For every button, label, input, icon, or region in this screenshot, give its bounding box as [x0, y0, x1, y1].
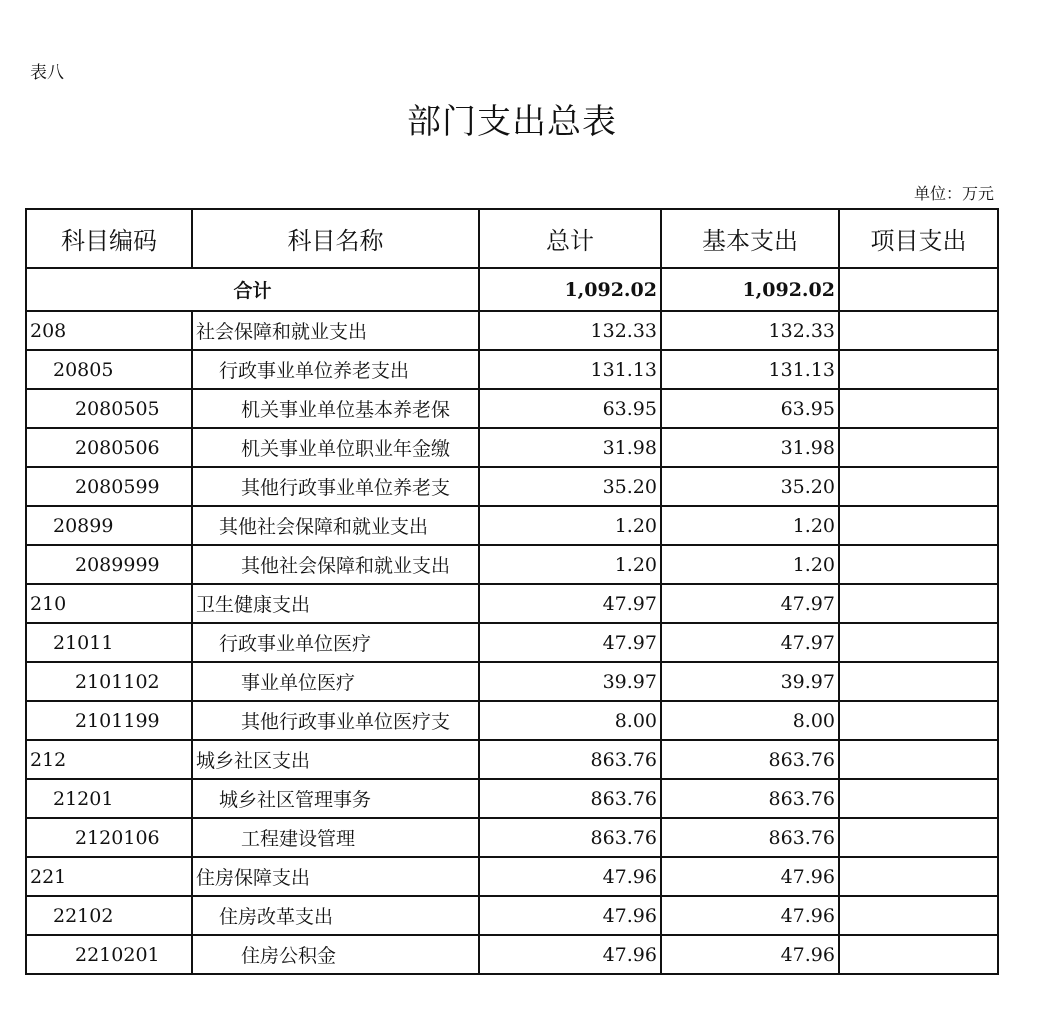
row-basic-cell: 47.96 [661, 857, 839, 896]
row-basic-cell: 1.20 [661, 506, 839, 545]
table-row [26, 935, 998, 974]
row-name-cell: 行政事业单位医疗 [192, 623, 479, 662]
row-project-cell [839, 389, 998, 428]
expenditure-table [25, 208, 999, 975]
total-row [26, 268, 998, 311]
row-code-cell: 221 [26, 857, 192, 896]
row-basic-cell: 131.13 [661, 350, 839, 389]
row-basic-cell: 863.76 [661, 740, 839, 779]
column-header-basic: 基本支出 [661, 209, 839, 268]
row-total-cell: 47.97 [479, 623, 661, 662]
row-basic-cell: 31.98 [661, 428, 839, 467]
column-header-project: 项目支出 [839, 209, 998, 268]
row-name-cell: 其他社会保障和就业支出 [192, 506, 479, 545]
row-code-cell: 2080599 [26, 467, 192, 506]
row-basic-cell: 47.96 [661, 935, 839, 974]
row-name-cell: 工程建设管理 [192, 818, 479, 857]
row-name-cell: 住房公积金 [192, 935, 479, 974]
row-project-cell [839, 896, 998, 935]
row-total-cell: 35.20 [479, 467, 661, 506]
row-name-cell: 其他行政事业单位养老支 [192, 467, 479, 506]
row-name-cell: 机关事业单位职业年金缴 [192, 428, 479, 467]
row-basic-cell: 47.97 [661, 584, 839, 623]
row-project-cell [839, 545, 998, 584]
row-total-cell: 47.96 [479, 896, 661, 935]
table-row [26, 662, 998, 701]
total-label: 合计 [26, 268, 479, 311]
table-row [26, 467, 998, 506]
table-row [26, 818, 998, 857]
column-header-name: 科目名称 [192, 209, 479, 268]
table-row [26, 545, 998, 584]
total-amount: 1,092.02 [479, 268, 661, 311]
row-total-cell: 47.96 [479, 857, 661, 896]
table-number: 表八 [30, 63, 64, 83]
table-row [26, 701, 998, 740]
row-name-cell: 行政事业单位养老支出 [192, 350, 479, 389]
row-basic-cell: 863.76 [661, 779, 839, 818]
row-total-cell: 863.76 [479, 818, 661, 857]
row-name-cell: 社会保障和就业支出 [192, 311, 479, 350]
row-code-cell: 21201 [26, 779, 192, 818]
row-code-cell: 2101199 [26, 701, 192, 740]
row-name-cell: 城乡社区支出 [192, 740, 479, 779]
row-project-cell [839, 740, 998, 779]
row-basic-cell: 47.97 [661, 623, 839, 662]
table-row [26, 428, 998, 467]
row-project-cell [839, 506, 998, 545]
table-row [26, 623, 998, 662]
row-name-cell: 住房改革支出 [192, 896, 479, 935]
row-project-cell [839, 350, 998, 389]
row-project-cell [839, 584, 998, 623]
table-row [26, 350, 998, 389]
row-name-cell: 机关事业单位基本养老保 [192, 389, 479, 428]
row-total-cell: 863.76 [479, 740, 661, 779]
row-project-cell [839, 428, 998, 467]
row-total-cell: 63.95 [479, 389, 661, 428]
row-basic-cell: 8.00 [661, 701, 839, 740]
row-project-cell [839, 857, 998, 896]
row-basic-cell: 863.76 [661, 818, 839, 857]
row-code-cell: 21011 [26, 623, 192, 662]
row-total-cell: 47.97 [479, 584, 661, 623]
row-code-cell: 20805 [26, 350, 192, 389]
row-project-cell [839, 311, 998, 350]
table-row [26, 506, 998, 545]
row-code-cell: 20899 [26, 506, 192, 545]
table-row [26, 584, 998, 623]
table-row [26, 311, 998, 350]
total-project-amount [839, 268, 998, 311]
row-total-cell: 1.20 [479, 506, 661, 545]
table-row [26, 389, 998, 428]
row-basic-cell: 39.97 [661, 662, 839, 701]
table-row [26, 740, 998, 779]
row-project-cell [839, 467, 998, 506]
table-row [26, 896, 998, 935]
row-project-cell [839, 779, 998, 818]
row-code-cell: 212 [26, 740, 192, 779]
row-name-cell: 卫生健康支出 [192, 584, 479, 623]
row-code-cell: 2080505 [26, 389, 192, 428]
row-project-cell [839, 623, 998, 662]
row-basic-cell: 47.96 [661, 896, 839, 935]
row-code-cell: 2120106 [26, 818, 192, 857]
row-code-cell: 2210201 [26, 935, 192, 974]
row-name-cell: 住房保障支出 [192, 857, 479, 896]
row-basic-cell: 63.95 [661, 389, 839, 428]
row-code-cell: 210 [26, 584, 192, 623]
row-name-cell: 其他社会保障和就业支出 [192, 545, 479, 584]
row-project-cell [839, 701, 998, 740]
row-code-cell: 2101102 [26, 662, 192, 701]
table-row [26, 857, 998, 896]
row-code-cell: 2089999 [26, 545, 192, 584]
row-total-cell: 39.97 [479, 662, 661, 701]
row-total-cell: 131.13 [479, 350, 661, 389]
row-code-cell: 208 [26, 311, 192, 350]
table-row [26, 779, 998, 818]
row-name-cell: 其他行政事业单位医疗支 [192, 701, 479, 740]
total-basic-amount: 1,092.02 [661, 268, 839, 311]
row-name-cell: 城乡社区管理事务 [192, 779, 479, 818]
row-basic-cell: 1.20 [661, 545, 839, 584]
row-total-cell: 8.00 [479, 701, 661, 740]
row-code-cell: 22102 [26, 896, 192, 935]
row-total-cell: 1.20 [479, 545, 661, 584]
row-name-cell: 事业单位医疗 [192, 662, 479, 701]
row-total-cell: 31.98 [479, 428, 661, 467]
page-title: 部门支出总表 [407, 102, 617, 142]
table-header-row [26, 209, 998, 268]
row-total-cell: 863.76 [479, 779, 661, 818]
row-project-cell [839, 662, 998, 701]
row-basic-cell: 35.20 [661, 467, 839, 506]
row-total-cell: 47.96 [479, 935, 661, 974]
column-header-total: 总计 [479, 209, 661, 268]
column-header-code: 科目编码 [26, 209, 192, 268]
row-project-cell [839, 935, 998, 974]
row-total-cell: 132.33 [479, 311, 661, 350]
row-basic-cell: 132.33 [661, 311, 839, 350]
row-project-cell [839, 818, 998, 857]
unit-label: 单位：万元 [913, 184, 994, 203]
row-code-cell: 2080506 [26, 428, 192, 467]
